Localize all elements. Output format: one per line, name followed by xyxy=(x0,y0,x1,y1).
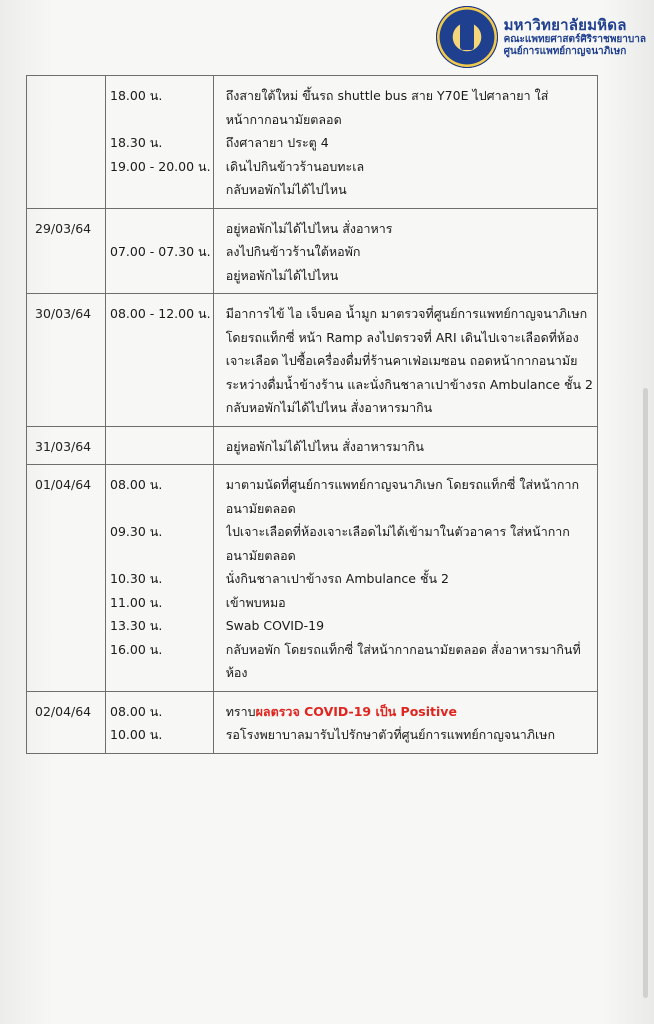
activity-line xyxy=(226,473,593,497)
activity-text: เจาะเลือด ไปซื้อเครื่องดื่มที่ร้านคาเฟ่อเมซอน ถอดหน้ากากอนามัย xyxy=(225,353,578,368)
activity-text: อยู่หอพักไม่ได้ไปไหน สั่งอาหารมากิน xyxy=(225,438,424,454)
activity-line xyxy=(226,700,593,724)
date-cell: 30/03/64 xyxy=(27,294,106,427)
activity-text: กลับหอพัก โดยรถแท็กซี่ ใส่หน้ากากอนามัยตลอด สั่งอาหารมากินที่ xyxy=(225,641,581,657)
covid-result-highlight: ผลตรวจ COVID-19 เป็น Positive xyxy=(255,703,457,719)
activity-line xyxy=(226,84,593,108)
activity-text: โดยรถแท็กซี่ หน้า Ramp ลงไปตรวจที่ ARI เดินไปเจาะเลือดที่ห้อง xyxy=(225,329,579,345)
activity-text: รอโรงพยาบาลมารับไปรักษาตัวที่ศูนย์การแพทย์กาญจนาภิเษก xyxy=(225,727,556,742)
activity-line xyxy=(226,302,593,326)
time-line xyxy=(110,349,213,373)
time-line xyxy=(110,373,213,397)
time-line: 10.30 น. xyxy=(110,571,163,586)
table-row xyxy=(27,294,598,427)
time-cell xyxy=(106,208,214,294)
time-line xyxy=(110,435,213,459)
activity-text: เดินไปกินข้าวร้านอบทะเล xyxy=(225,158,365,174)
time-line: 08.00 น. xyxy=(110,477,163,492)
activity-line xyxy=(226,661,593,685)
time-line: 18.30 น. xyxy=(110,135,163,150)
activity-text: ทราบ xyxy=(225,703,256,719)
activity-text: ไปเจาะเลือดที่ห้องเจาะเลือดไม่ได้เข้ามาในตัวอาคาร ใส่หน้ากาก xyxy=(225,524,570,539)
date-cell xyxy=(27,76,106,209)
time-cell xyxy=(106,691,214,753)
time-line xyxy=(110,178,213,202)
time-line: 11.00 น. xyxy=(110,594,163,610)
time-cell xyxy=(106,294,214,427)
activity-text: ถึงศาลายา ประตู 4 xyxy=(225,135,329,150)
activity-line xyxy=(226,614,593,638)
activity-text: ถึงสายใต้ใหม่ ขึ้นรถ shuttle bus สาย Y70E ไปศาลายา ใส่ xyxy=(225,88,549,103)
table-row xyxy=(27,691,598,753)
activity-line xyxy=(226,723,593,747)
activity-line xyxy=(226,326,593,350)
time-cell xyxy=(106,465,214,692)
scrollbar[interactable] xyxy=(643,388,648,998)
activity-text: กลับหอพักไม่ได้ไปไหน สั่งอาหารมากิน xyxy=(225,400,433,415)
time-line xyxy=(110,396,213,420)
activity-text: เข้าพบหมอ xyxy=(225,594,286,610)
time-line xyxy=(110,217,213,241)
university-text xyxy=(504,17,646,57)
time-line: 18.00 น. xyxy=(110,88,163,103)
activity-line xyxy=(226,567,593,591)
table-row xyxy=(27,465,598,692)
activity-line xyxy=(226,178,593,202)
activity-text: ลงไปกินข้าวร้านใต้หอพัก xyxy=(225,244,361,259)
faculty-name: คณะแพทยศาสตร์ศิริราชพยาบาล xyxy=(503,34,646,46)
date-cell: 02/04/64 xyxy=(27,691,106,753)
time-line xyxy=(110,661,213,685)
activity-line xyxy=(226,638,593,662)
activity-cell xyxy=(213,691,597,753)
activity-text: มาตามนัดที่ศูนย์การแพทย์กาญจนาภิเษก โดยรถแท็กซี่ ใส่หน้ากาก xyxy=(225,477,580,492)
activity-text: ระหว่างดื่มน้ำข้างร้าน และนั่งกินชาลาเปาข้างรถ Ambulance ชั้น 2 xyxy=(225,376,593,392)
activity-text: กลับหอพักไม่ได้ไปไหน xyxy=(225,182,347,197)
activity-line xyxy=(226,108,593,132)
time-line: 13.30 น. xyxy=(110,618,163,633)
activity-cell xyxy=(213,465,597,692)
time-line xyxy=(110,108,213,132)
activity-line xyxy=(226,217,593,241)
center-name: ศูนย์การแพทย์กาญจนาภิเษก xyxy=(503,45,627,57)
activity-cell xyxy=(213,294,597,427)
activity-line xyxy=(226,240,593,264)
activity-text: อนามัยตลอด xyxy=(225,547,296,563)
university-name: มหาวิทยาลัยมหิดล xyxy=(503,15,627,34)
activity-line xyxy=(226,349,593,373)
date-cell: 01/04/64 xyxy=(27,465,106,692)
table-row xyxy=(27,426,598,465)
activity-text: อยู่หอพักไม่ได้ไปไหน สั่งอาหาร xyxy=(225,220,393,236)
activity-line xyxy=(226,591,593,615)
activity-text: หน้ากากอนามัยตลอด xyxy=(225,111,342,127)
time-cell xyxy=(106,76,214,209)
mahidol-seal-icon xyxy=(436,6,498,68)
activity-line xyxy=(226,396,593,420)
activity-text: มีอาการไข้ ไอ เจ็บคอ น้ำมูก มาตรวจที่ศูนย์การแพทย์กาญจนาภิเษก xyxy=(225,306,588,321)
activity-line xyxy=(226,497,593,521)
time-cell xyxy=(106,426,214,465)
activity-text: นั่งกินชาลาเปาข้างรถ Ambulance ชั้น 2 xyxy=(225,571,449,586)
activity-text: Swab COVID-19 xyxy=(225,618,325,633)
activity-cell xyxy=(213,208,597,294)
time-line xyxy=(110,264,213,288)
time-line: 08.00 - 12.00 น. xyxy=(110,306,211,321)
time-line: 08.00 น. xyxy=(110,703,163,719)
activity-line xyxy=(226,373,593,397)
activity-cell xyxy=(213,76,597,209)
activity-line xyxy=(226,544,593,568)
date-cell: 31/03/64 xyxy=(27,426,106,465)
time-line: 19.00 - 20.00 น. xyxy=(110,158,211,174)
university-header xyxy=(436,4,646,70)
activity-cell xyxy=(213,426,597,465)
time-line: 07.00 - 07.30 น. xyxy=(110,244,211,259)
activity-text: ห้อง xyxy=(225,665,248,680)
time-line xyxy=(110,544,213,568)
date-cell: 29/03/64 xyxy=(27,208,106,294)
table-row xyxy=(27,208,598,294)
timeline-table xyxy=(26,75,598,754)
time-line xyxy=(110,326,213,350)
table-row xyxy=(27,76,598,209)
time-line: 16.00 น. xyxy=(110,641,163,657)
time-line: 09.30 น. xyxy=(110,524,163,539)
activity-text: อยู่หอพักไม่ได้ไปไหน xyxy=(225,267,339,283)
activity-line xyxy=(226,264,593,288)
activity-line xyxy=(226,155,593,179)
time-line: 10.00 น. xyxy=(110,727,163,742)
activity-line xyxy=(226,435,593,459)
time-line xyxy=(110,497,213,521)
activity-line xyxy=(226,520,593,544)
activity-line xyxy=(226,131,593,155)
activity-text: อนามัยตลอด xyxy=(225,500,296,516)
